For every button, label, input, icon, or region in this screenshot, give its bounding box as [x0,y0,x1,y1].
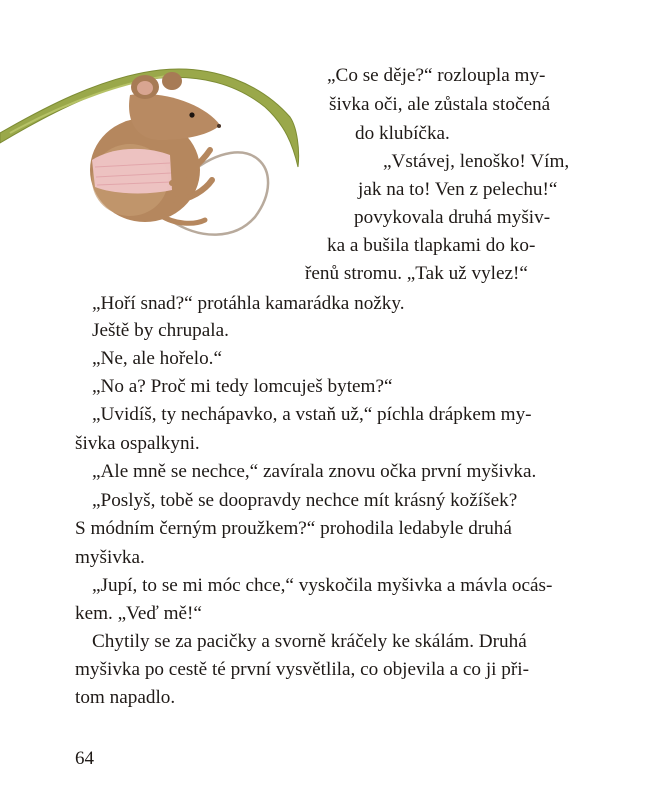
text-line: S módním černým proužkem?“ prohodila ledabyle druhá [75,518,512,539]
text-line: „Poslyš, tobě se doopravdy nechce mít krásný kožíšek? [92,490,518,511]
text-line: Ještě by chrupala. [92,320,229,341]
text-line: šivka oči, ale zůstala stočená [329,94,551,115]
text-line: myšivka po cestě té první vysvětlila, co objevila a co ji při- [75,659,529,680]
text-line: „Ale mně se nechce,“ zavírala znovu očka první myšivka. [92,461,537,482]
page-number: 64 [75,748,94,769]
text-line: tom napadlo. [75,687,176,708]
text-line: ka a bušila tlapkami do ko- [327,235,536,256]
text-line: „Ne, ale hořelo.“ [92,348,222,369]
text-line: řenů stromu. „Tak už vylez!“ [305,263,528,284]
text-line: Chytily se za pacičky a svorně kráčely ke skálám. Druhá [92,631,527,652]
text-line: „Jupí, to se mi móc chce,“ vyskočila myšivka a mávla ocás- [92,575,553,596]
text-line: „No a? Proč mi tedy lomcuješ bytem?“ [92,376,393,397]
text-line: „Vstávej, lenoško! Vím, [383,151,570,172]
text-line: „Co se děje?“ rozloupla my- [327,65,546,86]
text-line: „Uvidíš, ty nechápavko, a vstaň už,“ píchla drápkem my- [92,404,532,425]
text-line: kem. „Veď mě!“ [75,603,202,624]
text-line: šivka ospalkyni. [75,433,200,454]
text-line: do klubíčka. [355,123,450,144]
text-line: povykovala druhá myšiv- [354,207,551,228]
mouse-illustration [0,55,305,255]
text-line: „Hoří snad?“ protáhla kamarádka nožky. [92,293,405,314]
text-line: jak na to! Ven z pelechu!“ [358,179,558,200]
text-line: myšivka. [75,547,145,568]
